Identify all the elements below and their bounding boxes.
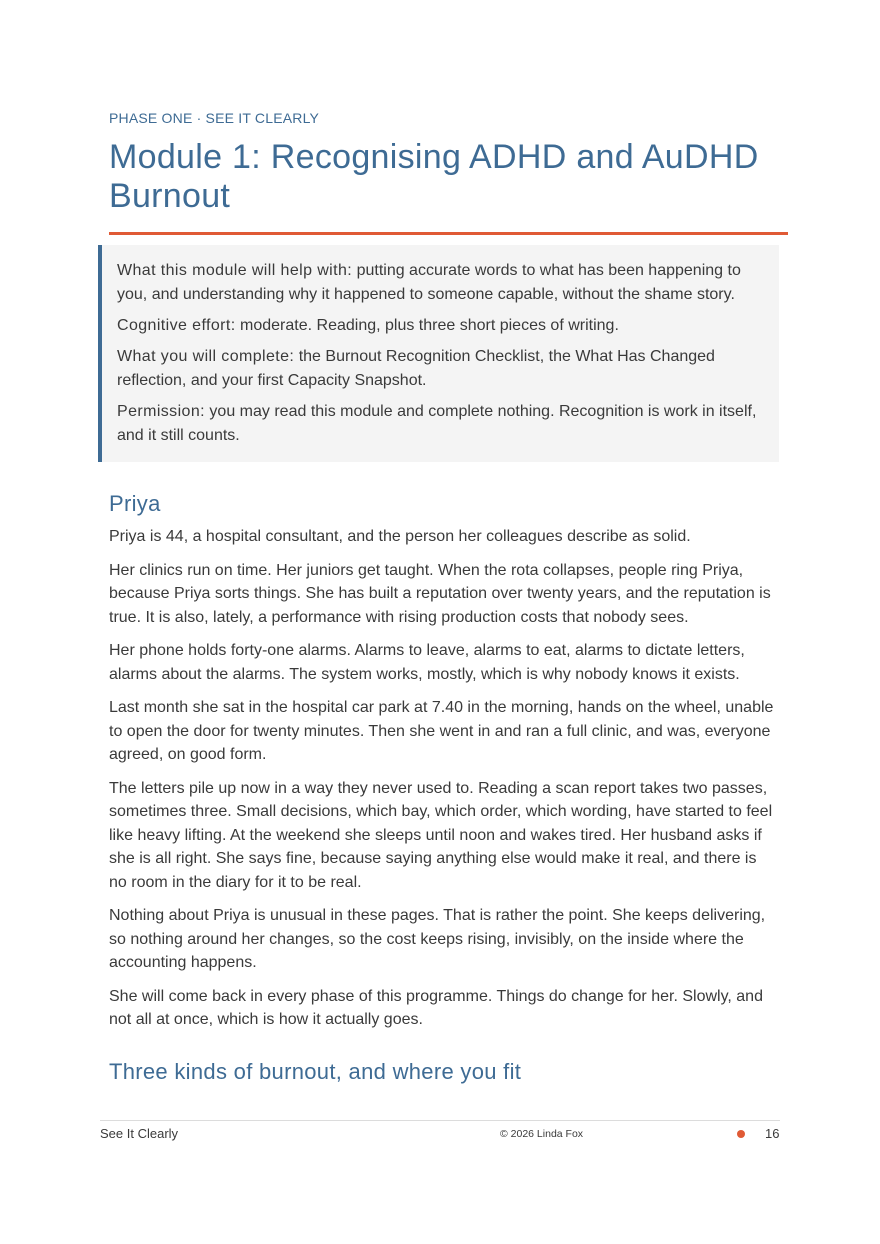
footer-copyright: © 2026 Linda Fox	[500, 1128, 584, 1140]
module-summary-callout	[98, 245, 779, 462]
callout-label: Cognitive effort:	[117, 317, 236, 334]
paragraph: Her clinics run on time. Her juniors get taught. When the rota collapses, people ring Priya, because Priya sorts things. She has built a reputation over twenty years, and the reputation is true. It is also, lately, a performance with rising production costs that nobody sees.	[109, 561, 771, 626]
page-number: 16	[765, 1126, 780, 1141]
callout-label: What you will complete:	[117, 348, 295, 365]
callout-item-permission	[117, 400, 759, 448]
footer-section-title: See It Clearly	[100, 1126, 179, 1141]
module-title: Module 1: Recognising ADHD and AuDHD Burnout	[109, 138, 759, 215]
paragraph: She will come back in every phase of this programme. Things do change for her. Slowly, and not all at once, which is how it actually goes.	[109, 987, 763, 1028]
phase-eyebrow: PHASE ONE · SEE IT CLEARLY	[109, 110, 320, 126]
footer-accent-dot	[737, 1130, 745, 1138]
callout-text: moderate. Reading, plus three short pieces of writing.	[235, 317, 619, 334]
title-divider	[109, 232, 788, 235]
callout-item-effort	[117, 314, 759, 338]
priya-story	[109, 525, 777, 1042]
callout-text: you may read this module and complete nothing. Recognition is work in itself, and it still counts.	[117, 403, 757, 444]
callout-label: What this module will help with:	[117, 262, 353, 279]
callout-label: Permission:	[117, 403, 205, 420]
paragraph: Priya is 44, a hospital consultant, and the person her colleagues describe as solid.	[109, 528, 691, 545]
paragraph: Last month she sat in the hospital car park at 7.40 in the morning, hands on the wheel, unable to open the door for twenty minutes. Then she went in and ran a full clinic, and was, everyone agreed, on good form.	[109, 699, 774, 763]
section-heading-burnout-kinds: Three kinds of burnout, and where you fit	[109, 1059, 522, 1084]
paragraph: Nothing about Priya is unusual in these pages. That is rather the point. She keeps delivering, so nothing around her changes, so the cost keeps rising, invisibly, on the inside where the accounting happens.	[109, 907, 766, 971]
paragraph: Her phone holds forty-one alarms. Alarms to leave, alarms to eat, alarms to dictate letters, alarms about the alarms. The system works, mostly, which is why nobody knows it exists.	[109, 642, 745, 683]
paragraph: The letters pile up now in a way they never used to. Reading a scan report takes two passes, sometimes three. Small decisions, which bay, which order, which wording, have started to feel like heavy lifting. At the weekend she sleeps until noon and wakes tired. Her husband asks if she is all right. She says fine, because saying anything else would make it real, and there is no room in the diary for it to be real.	[109, 779, 773, 891]
callout-text: putting accurate words to what has been happening to you, and understanding why it happened to someone capable, without the shame story.	[117, 262, 741, 303]
callout-item-help	[117, 259, 759, 307]
section-heading-priya: Priya	[109, 491, 161, 516]
callout-item-complete	[117, 345, 759, 393]
callout-text: the Burnout Recognition Checklist, the What Has Changed reflection, and your first Capacity Snapshot.	[117, 348, 715, 389]
footer-divider	[100, 1120, 780, 1121]
